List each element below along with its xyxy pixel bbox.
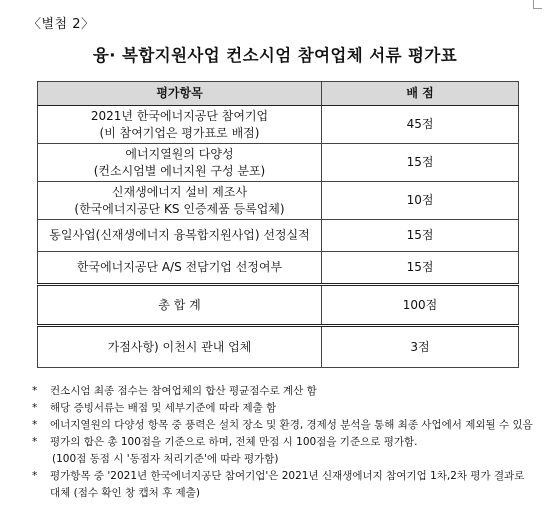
table-header-row: [38, 82, 519, 106]
note-text: (100점 동점 시 '동점자 처리기준'에 따라 평가함): [52, 453, 279, 465]
table-row: [38, 252, 519, 285]
attachment-label: 〈별첨 2〉: [28, 17, 95, 32]
note-bullet: [32, 451, 52, 468]
item-cell: [38, 252, 322, 285]
note-item-continuation: [32, 451, 537, 468]
note-item: [32, 434, 537, 451]
item-subline: (비 참여기업은 평가표로 배점): [99, 125, 260, 140]
bonus-score: 3점: [322, 326, 519, 368]
note-bullet: *: [32, 385, 38, 397]
note-text: 해당 증빙서류는 배점 및 세부기준에 따라 제출 함: [50, 402, 277, 414]
total-score: 100점: [322, 285, 519, 326]
table-row: [38, 106, 519, 144]
item-line: 2021년 한국에너지공단 참여기업: [90, 108, 269, 123]
item-cell: [38, 144, 322, 182]
evaluation-table: [37, 81, 519, 368]
score-cell: 15점: [322, 252, 519, 285]
score-cell: 15점: [322, 144, 519, 182]
note-item: [32, 383, 537, 400]
note-text: 컨소시엄 최종 점수는 참여업체의 합산 평균점수로 계산 함: [50, 385, 317, 397]
total-row: [38, 285, 519, 326]
item-line: 에너지열원의 다양성: [125, 146, 234, 161]
item-line: 동일사업(신재생에너지 융복합지원사업) 선정실적: [49, 228, 310, 242]
page-corner-mark: [533, 0, 542, 9]
note-text: 평가항목 중 '2021년 한국에너지공단 참여기업'은 2021년 신재생에너지 참여기업 1차,2차 평가 결과로 대체 (점수 확인 창 캡처 후 제출): [50, 470, 525, 499]
note-item: [32, 468, 537, 502]
item-line: 한국에너지공단 A/S 전담기업 선정여부: [76, 260, 283, 274]
item-cell: [38, 182, 322, 220]
note-item: [32, 417, 537, 434]
note-bullet: *: [32, 470, 38, 482]
table-row: [38, 182, 519, 220]
note-bullet: *: [32, 419, 38, 431]
note-item: [32, 400, 537, 417]
total-label: 총 합 계: [38, 285, 322, 326]
item-line: 신재생에너지 설비 제조사: [111, 184, 248, 199]
table-row: [38, 144, 519, 182]
header-score: 배 점: [322, 82, 519, 106]
table-row: [38, 220, 519, 252]
item-subline: (컨소시엄별 에너지원 구성 분포): [93, 163, 266, 178]
note-bullet: *: [32, 436, 38, 448]
note-text: 에너지열원의 다양성 항목 중 풍력은 설치 장소 및 환경, 경제성 분석을 통해 최종 사업에서 제외될 수 있음: [50, 419, 533, 431]
document-title: 융· 복합지원사업 컨소시엄 참여업체 서류 평가표: [92, 46, 458, 65]
item-cell: [38, 106, 322, 144]
bonus-row: [38, 326, 519, 368]
note-bullet: *: [32, 402, 38, 414]
score-cell: 10점: [322, 182, 519, 220]
item-subline: (한국에너지공단 KS 인증제품 등록업체): [74, 201, 285, 216]
bonus-label: 가점사항) 이천시 관내 업체: [38, 326, 322, 368]
score-cell: 15점: [322, 220, 519, 252]
note-text: 평가의 합은 총 100점을 기준으로 하며, 전체 만점 시 100점을 기준으로 평가함.: [50, 436, 418, 448]
header-item: 평가항목: [38, 82, 322, 106]
notes-list: [32, 383, 537, 502]
score-cell: 45점: [322, 106, 519, 144]
item-cell: [38, 220, 322, 252]
